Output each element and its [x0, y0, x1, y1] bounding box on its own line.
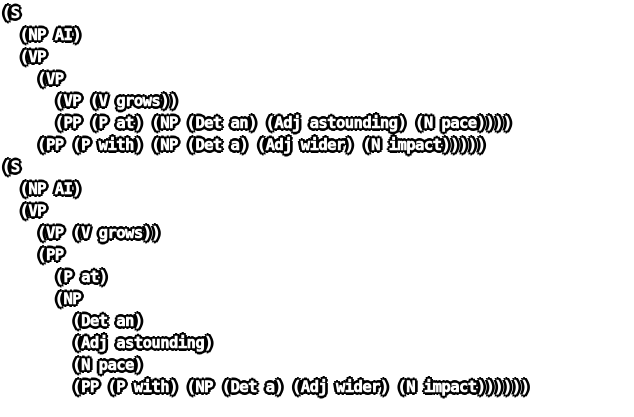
parse-tree-output: [2, 2, 632, 415]
tree-line: (VP: [2, 48, 46, 66]
tree-line: (S: [2, 4, 20, 22]
tree-line: (PP (P at) (NP (Det an) (Adj astounding) (N pace)))): [2, 114, 512, 132]
tree-line: (Adj astounding): [2, 334, 213, 352]
tree-line: (PP (P with) (NP (Det a) (Adj wider) (N impact)))))): [2, 378, 530, 396]
tree-line: (PP (P with) (NP (Det a) (Adj wider) (N impact))))): [2, 136, 486, 154]
tree-line: (Det an): [2, 312, 143, 330]
tree-line: (VP: [2, 70, 64, 88]
tree-line: (PP: [2, 246, 64, 264]
tree-line: (NP AI): [2, 180, 82, 198]
tree-line: (VP (V grows)): [2, 92, 178, 110]
tree-line: (VP (V grows)): [2, 224, 161, 242]
tree-line: (NP: [2, 290, 82, 308]
tree-line: (VP: [2, 202, 46, 220]
tree-line: (NP AI): [2, 26, 82, 44]
tree-line: (P at): [2, 268, 108, 286]
tree-line: (N pace): [2, 356, 143, 374]
tree-line: (S: [2, 158, 20, 176]
